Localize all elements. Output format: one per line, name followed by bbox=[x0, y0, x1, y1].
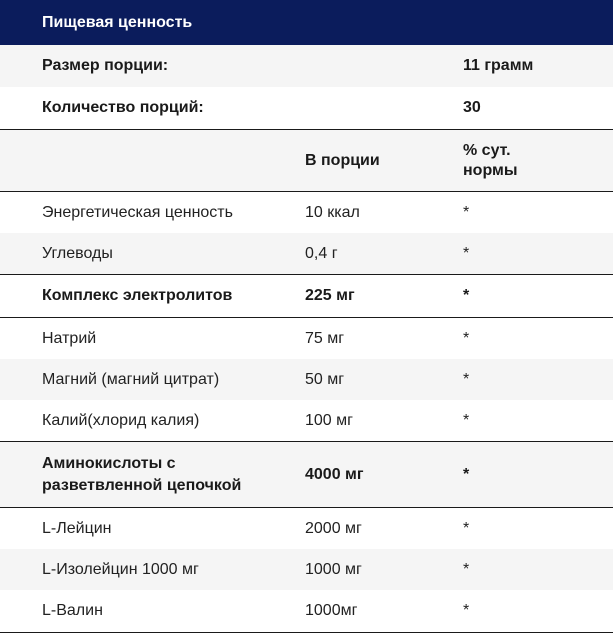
serving-size-row bbox=[0, 45, 613, 87]
row-amount: 75 мг bbox=[305, 329, 345, 347]
column-per-serving: В порции bbox=[305, 151, 380, 169]
row-daily-value: * bbox=[463, 203, 470, 221]
table-row bbox=[0, 359, 613, 400]
table-row bbox=[0, 508, 613, 549]
row-name: Комплекс электролитов bbox=[42, 287, 233, 304]
column-header-row bbox=[0, 129, 613, 192]
table-row bbox=[0, 192, 613, 233]
row-daily-value: * bbox=[463, 602, 470, 619]
serving-size-label: Размер порции: bbox=[42, 57, 169, 74]
row-daily-value: * bbox=[463, 560, 470, 578]
row-name: L-Валин bbox=[42, 602, 103, 619]
column-daily-value: % сут. нормы bbox=[463, 141, 518, 179]
row-name: Аминокислоты с разветвленной цепочкой bbox=[42, 454, 242, 494]
row-daily-value: * bbox=[463, 287, 470, 304]
row-amount: 2000 мг bbox=[305, 519, 362, 537]
table-header bbox=[0, 0, 613, 45]
row-amount: 0,4 г bbox=[305, 244, 338, 262]
row-daily-value: * bbox=[463, 244, 470, 262]
table-row bbox=[0, 442, 613, 508]
row-amount: 1000мг bbox=[305, 602, 358, 619]
row-amount: 4000 мг bbox=[305, 465, 364, 483]
row-daily-value: * bbox=[463, 329, 470, 347]
row-name: Энергетическая ценность bbox=[42, 203, 233, 221]
row-daily-value: * bbox=[463, 411, 470, 429]
row-amount: 10 ккал bbox=[305, 203, 360, 221]
row-name: Калий(хлорид калия) bbox=[42, 411, 200, 429]
row-amount: 50 мг bbox=[305, 370, 345, 388]
serving-count-value: 30 bbox=[463, 99, 481, 116]
row-amount: 100 мг bbox=[305, 411, 353, 429]
row-name: L-Лейцин bbox=[42, 519, 112, 537]
row-name: Натрий bbox=[42, 329, 97, 347]
row-amount: 1000 мг bbox=[305, 560, 362, 578]
table-row bbox=[0, 233, 613, 275]
row-amount: 225 мг bbox=[305, 287, 355, 304]
row-daily-value: * bbox=[463, 519, 470, 537]
row-name: L-Изолейцин 1000 мг bbox=[42, 560, 199, 578]
row-daily-value: * bbox=[463, 465, 470, 483]
table-row bbox=[0, 549, 613, 590]
serving-count-row bbox=[0, 87, 613, 129]
table-row bbox=[0, 590, 613, 633]
table-title: Пищевая ценность bbox=[42, 13, 193, 31]
table-row bbox=[0, 318, 613, 359]
row-daily-value: * bbox=[463, 370, 470, 388]
table-row bbox=[0, 400, 613, 442]
row-name: Магний (магний цитрат) bbox=[42, 370, 220, 388]
serving-size-value: 11 грамм bbox=[463, 57, 534, 74]
serving-count-label: Количество порций: bbox=[42, 99, 204, 116]
table-row bbox=[0, 275, 613, 318]
row-name: Углеводы bbox=[42, 244, 113, 262]
